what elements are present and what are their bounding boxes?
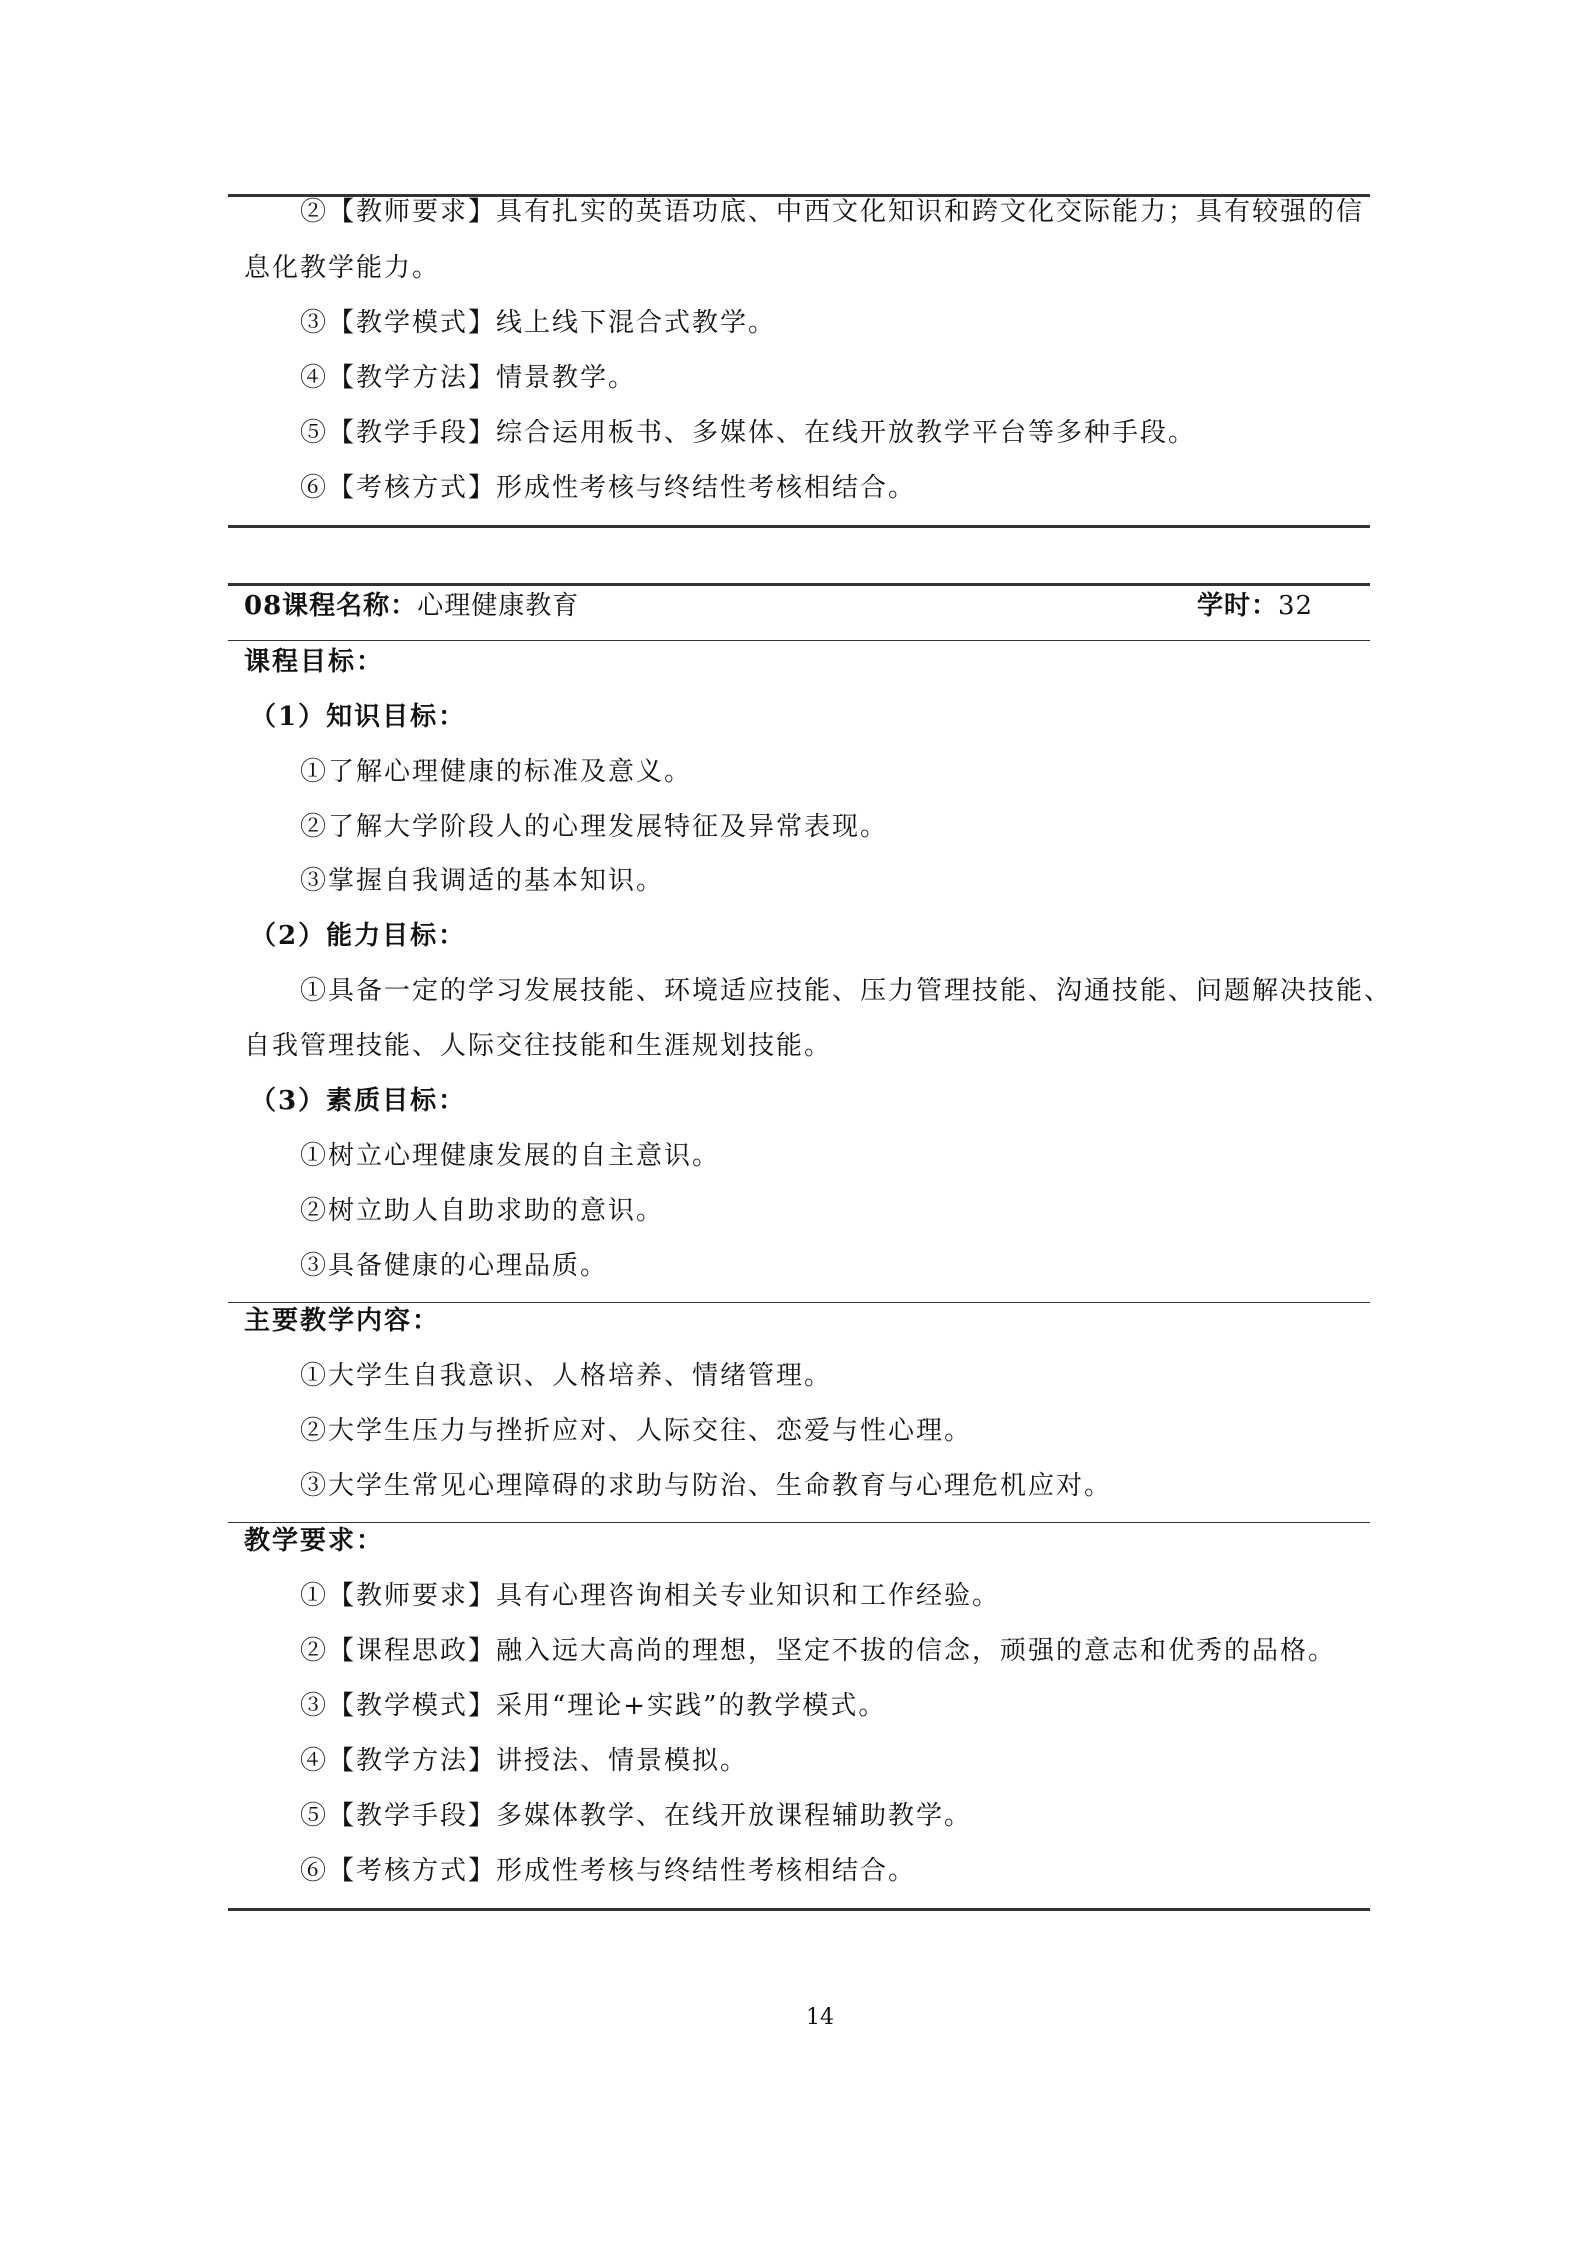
- course-top-rule: [228, 583, 1370, 586]
- prev-requirement-4: ⑤【教学手段】综合运用板书、多媒体、在线开放教学平台等多种手段。: [300, 418, 1197, 448]
- requirement-item: ④【教学方法】讲授法、情景模拟。: [300, 1746, 749, 1776]
- requirement-item: ②【课程思政】融入远大高尚的理想，坚定不拔的信念，顽强的意志和优秀的品格。: [300, 1636, 1337, 1666]
- requirement-item: ③【教学模式】采用“理论+实践”的教学模式。: [300, 1691, 887, 1721]
- ability-item-cont: 自我管理技能、人际交往技能和生涯规划技能。: [244, 1031, 833, 1061]
- page-number: 14: [806, 2005, 834, 2030]
- objectives-bottom-rule: [228, 1302, 1370, 1303]
- knowledge-item: ③掌握自我调适的基本知识。: [300, 866, 665, 896]
- objectives-heading: 课程目标：: [244, 647, 385, 677]
- hours-value: 32: [1278, 591, 1314, 621]
- content-bottom-rule: [228, 1522, 1370, 1523]
- course-bottom-rule: [228, 1908, 1370, 1911]
- knowledge-item: ②了解大学阶段人的心理发展特征及异常表现。: [300, 812, 889, 842]
- ability-heading: （2）能力目标：: [250, 921, 467, 951]
- quality-heading: （3）素质目标：: [250, 1086, 467, 1116]
- hours-label: 学时：: [1197, 591, 1279, 621]
- requirement-item: ⑥【考核方式】形成性考核与终结性考核相结合。: [300, 1856, 917, 1886]
- course-title: [244, 589, 579, 623]
- prev-requirement-5: ⑥【考核方式】形成性考核与终结性考核相结合。: [300, 473, 917, 503]
- content-item: ③大学生常见心理障碍的求助与防治、生命教育与心理危机应对。: [300, 1471, 1113, 1501]
- content-heading: 主要教学内容：: [244, 1306, 441, 1336]
- quality-item: ③具备健康的心理品质。: [300, 1251, 609, 1281]
- requirement-item: ⑤【教学手段】多媒体教学、在线开放课程辅助教学。: [300, 1801, 973, 1831]
- ability-item: ①具备一定的学习发展技能、环境适应技能、压力管理技能、沟通技能、问题解决技能、: [300, 976, 1393, 1006]
- prev-requirement-2: ③【教学模式】线上线下混合式教学。: [300, 308, 777, 338]
- quality-item: ①树立心理健康发展的自主意识。: [300, 1141, 721, 1171]
- content-item: ①大学生自我意识、人格培养、情绪管理。: [300, 1361, 833, 1391]
- requirement-item: ①【教师要求】具有心理咨询相关专业知识和工作经验。: [300, 1581, 1001, 1611]
- knowledge-item: ①了解心理健康的标准及意义。: [300, 757, 693, 787]
- prev-requirement-1: ②【教师要求】具有扎实的英语功底、中西文化知识和跨文化交际能力；具有较强的信: [300, 197, 1365, 227]
- content-item: ②大学生压力与挫折应对、人际交往、恋爱与性心理。: [300, 1416, 973, 1446]
- prev-requirement-3: ④【教学方法】情景教学。: [300, 363, 637, 393]
- course-header-rule: [228, 640, 1370, 641]
- prev-requirement-1-cont: 息化教学能力。: [244, 253, 441, 283]
- prev-section-bottom-rule: [228, 525, 1370, 528]
- course-number-label: 08课程名称：: [244, 591, 418, 621]
- quality-item: ②树立助人自助求助的意识。: [300, 1196, 665, 1226]
- knowledge-heading: （1）知识目标：: [250, 702, 467, 732]
- requirements-heading: 教学要求：: [244, 1526, 385, 1556]
- course-name: 心理健康教育: [417, 591, 580, 621]
- course-hours: [1197, 589, 1313, 623]
